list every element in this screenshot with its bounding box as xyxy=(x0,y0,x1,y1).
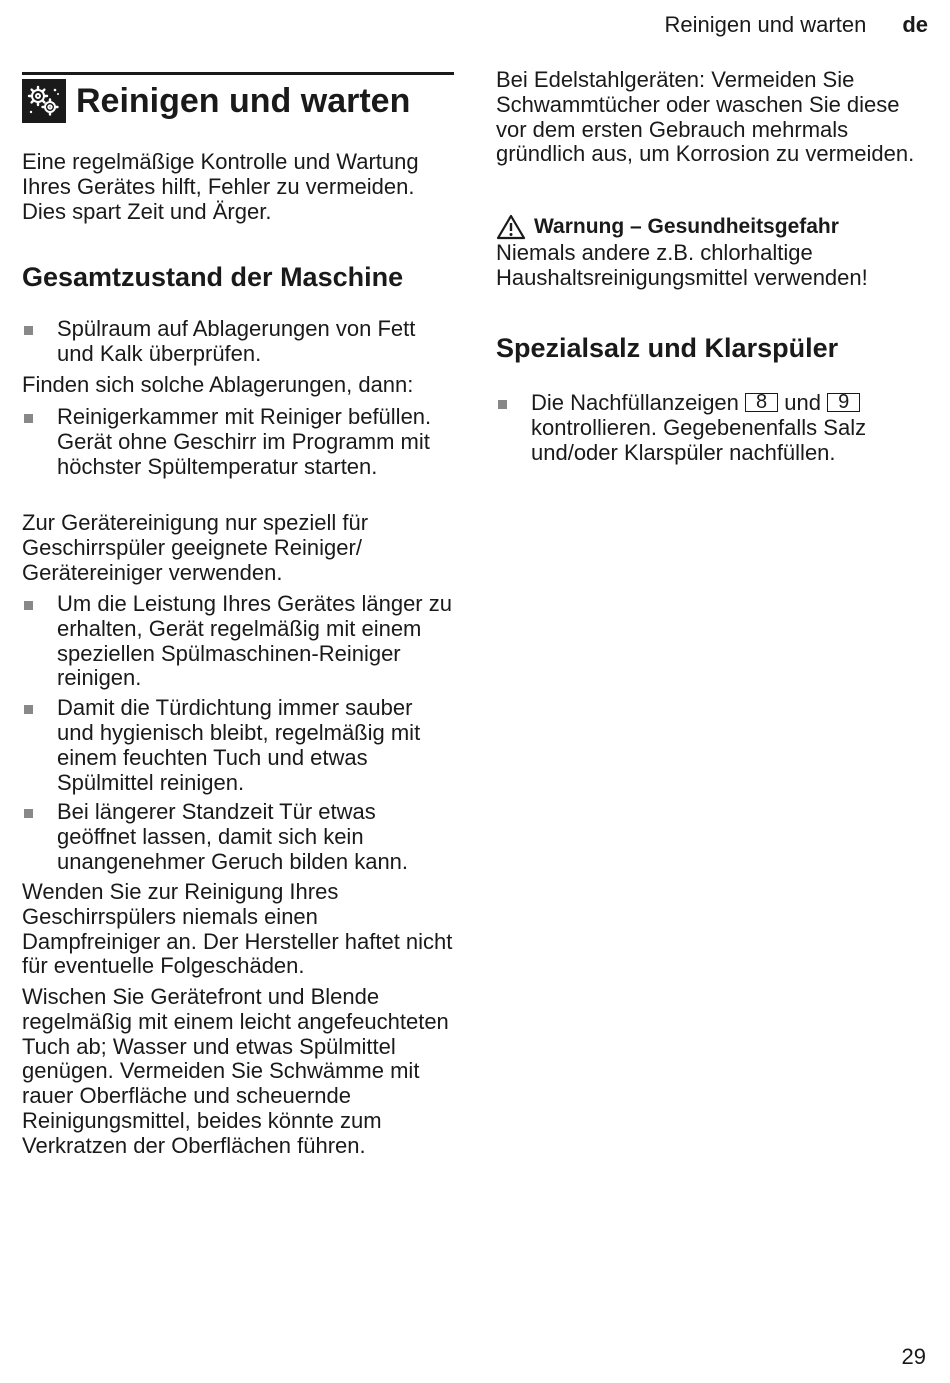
intro-paragraph: Eine regelmäßige Kontrolle und Wartung Ihres Gerätes hilft, Fehler zu vermeiden. Dies spart Zeit und Ärger. xyxy=(22,149,419,224)
warning-title-row xyxy=(496,213,926,241)
indicator-box-9: 9 xyxy=(827,393,860,412)
item-text-pre: Die Nachfüllanzeigen xyxy=(531,390,739,415)
item-text-post: kontrollieren. Gegebenenfalls Salz und/oder Klarspüler nachfüllen. xyxy=(531,414,867,465)
heading-gesamtzustand: Gesamtzustand der Maschine xyxy=(22,262,404,292)
paragraph-geraetereinigung: Zur Gerätereinigung nur speziell für Geschirrspüler geeignete Reiniger/ Gerätereiniger verwenden. xyxy=(22,510,369,585)
list-item: Bei längerer Standzeit Tür etwas geöffnet lassen, damit sich kein unangenehmer Geruch bilden kann. xyxy=(22,800,454,874)
list-salz xyxy=(496,391,926,465)
paragraph-finden: Finden sich solche Ablagerungen, dann: xyxy=(22,372,414,397)
item-text-mid: und xyxy=(784,390,821,415)
list-item: Damit die Türdichtung immer sauber und hygienisch bleibt, regelmäßig mit einem feuchten Tuch und etwas Spülmittel reinigen. xyxy=(22,696,454,795)
chapter-heading xyxy=(22,72,454,120)
list-care-tips xyxy=(22,592,454,875)
list-check xyxy=(22,317,454,367)
list-item-nachfuellanzeigen xyxy=(496,391,926,465)
warning-text: Niemals andere z.B. chlorhaltige Haushaltsreinigungsmittel verwenden! xyxy=(496,240,868,290)
warning-box xyxy=(496,213,926,291)
paragraph-geraetefront: Wischen Sie Gerätefront und Blende regelmäßig mit einem leicht angefeuchteten Tuch ab; Wasser und etwas Spülmittel genügen. Vermeiden Sie Schwämme mit rauer Oberfläche und scheuernde Reinigungsmittel, beides könnte zum Verkratzen der Oberflächen führen. xyxy=(22,984,449,1158)
paragraph-edelstahl: Bei Edelstahlgeräten: Vermeiden Sie Schwammtücher oder waschen Sie diese vor dem ersten Gebrauch mehrmals gründlich aus, um Korrosion zu vermeiden. xyxy=(496,67,915,167)
language-code: de xyxy=(902,12,928,37)
list-reinigerkammer xyxy=(22,405,454,479)
list-item: Reinigerkammer mit Reiniger befüllen. Gerät ohne Geschirr im Programm mit höchster Spültemperatur starten. xyxy=(22,405,454,479)
warning-triangle-icon xyxy=(496,214,526,240)
page-number: 29 xyxy=(901,1344,926,1369)
running-head xyxy=(665,12,929,38)
heading-spezialsalz: Spezialsalz und Klarspüler xyxy=(496,333,839,363)
list-item: Um die Leistung Ihres Gerätes länger zu erhalten, Gerät regelmäßig mit einem speziellen Spülmaschinen-Reiniger reinigen. xyxy=(22,592,454,691)
list-item: Spülraum auf Ablagerungen von Fett und Kalk überprüfen. xyxy=(22,317,454,367)
chapter-title: Reinigen und warten xyxy=(76,82,411,120)
cleaning-gears-icon xyxy=(22,79,66,123)
running-head-section: Reinigen und warten xyxy=(664,12,867,37)
warning-title: Warnung – Gesundheitsgefahr xyxy=(534,215,839,238)
paragraph-dampfreiniger: Wenden Sie zur Reinigung Ihres Geschirrspülers niemals einen Dampfreiniger an. Der Hersteller haftet nicht für eventuelle Folgeschäden. xyxy=(22,879,453,979)
indicator-box-8: 8 xyxy=(745,393,778,412)
